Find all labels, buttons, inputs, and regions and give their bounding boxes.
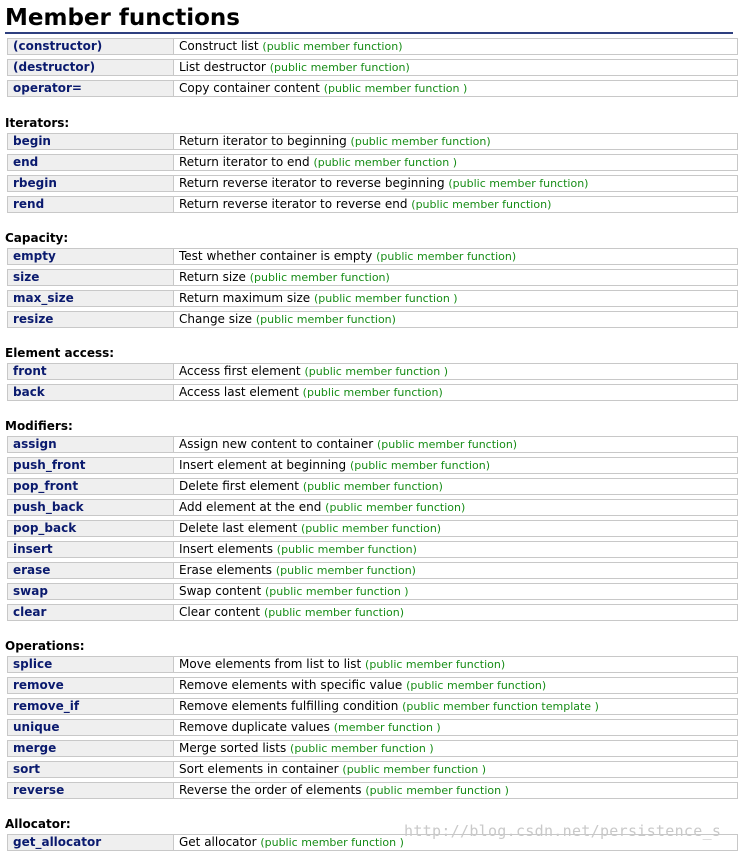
function-description (179, 437, 517, 452)
function-kind-label: (public member function ) (314, 292, 458, 305)
function-kind-label: (public member function) (262, 40, 403, 53)
function-row (7, 583, 738, 600)
function-row (7, 562, 738, 579)
function-description (179, 270, 390, 285)
function-description (179, 197, 551, 212)
section-heading: Modifiers: (5, 419, 73, 433)
function-description (179, 500, 465, 515)
function-description (179, 458, 490, 473)
function-description-text: Clear content (179, 605, 261, 619)
function-row (7, 133, 738, 150)
function-kind-label: (public member function ) (265, 585, 409, 598)
function-name-link[interactable]: push_front (8, 458, 174, 473)
function-row (7, 719, 738, 736)
function-row (7, 363, 738, 380)
function-description (179, 521, 441, 536)
function-kind-label: (public member function ) (313, 156, 458, 169)
function-name-link[interactable]: back (8, 385, 174, 400)
section-heading-label: Capacity (5, 231, 64, 245)
function-name-link[interactable]: operator= (8, 81, 174, 96)
function-name-link[interactable]: splice (8, 657, 174, 672)
function-description-text: List destructor (179, 60, 266, 74)
function-description-text: Sort elements in container (179, 762, 339, 776)
function-description-text: Copy container content (179, 81, 320, 95)
function-name-link[interactable]: size (8, 270, 174, 285)
function-kind-label: (public member function) (255, 313, 396, 326)
function-row (7, 80, 738, 97)
function-row (7, 541, 738, 558)
function-kind-label: (public member function) (302, 480, 443, 493)
function-row (7, 520, 738, 537)
function-kind-label: (public member function) (350, 135, 491, 148)
function-row (7, 248, 738, 265)
function-name-link[interactable]: pop_front (8, 479, 174, 494)
function-kind-label: (public member function ) (260, 836, 404, 849)
function-description (179, 605, 404, 620)
function-description (179, 678, 546, 693)
section-heading: Element access: (5, 346, 115, 360)
section-heading: Operations: (5, 639, 85, 653)
function-description-text: Access first element (179, 364, 301, 378)
function-description-text: Construct list (179, 39, 259, 53)
function-name-link[interactable]: get_allocator (8, 835, 174, 850)
function-name-link[interactable]: end (8, 155, 174, 170)
function-description (179, 60, 410, 75)
section-heading-label: Operations (5, 639, 80, 653)
function-description-text: Return reverse iterator to reverse beginning (179, 176, 445, 190)
function-row (7, 604, 738, 621)
function-kind-label: (public member function template ) (402, 700, 599, 713)
function-description (179, 312, 396, 327)
function-kind-label: (public member function) (249, 271, 390, 284)
function-name-link[interactable]: (destructor) (8, 60, 174, 75)
function-row (7, 457, 738, 474)
function-name-link[interactable]: (constructor) (8, 39, 174, 54)
function-kind-label: (public member function) (269, 61, 410, 74)
function-kind-label: (public member function) (365, 658, 506, 671)
function-name-link[interactable]: unique (8, 720, 174, 735)
function-name-link[interactable]: front (8, 364, 174, 379)
function-row (7, 698, 738, 715)
function-description-text: Add element at the end (179, 500, 322, 514)
function-kind-label: (public member function) (276, 543, 417, 556)
function-row (7, 290, 738, 307)
function-description-text: Access last element (179, 385, 299, 399)
function-description (179, 762, 486, 777)
function-kind-label: (public member function ) (365, 784, 509, 797)
function-description (179, 385, 443, 400)
function-name-link[interactable]: swap (8, 584, 174, 599)
function-name-link[interactable]: erase (8, 563, 174, 578)
function-row (7, 311, 738, 328)
function-description (179, 364, 448, 379)
function-name-link[interactable]: push_back (8, 500, 174, 515)
function-name-link[interactable]: merge (8, 741, 174, 756)
function-kind-label: (public member function ) (342, 763, 486, 776)
function-row (7, 436, 738, 453)
function-row (7, 384, 738, 401)
function-description (179, 584, 409, 599)
function-description (179, 563, 416, 578)
function-description (179, 81, 467, 96)
section-heading: Allocator: (5, 817, 71, 831)
section-heading-label: Iterators (5, 116, 65, 130)
function-description-text: Return iterator to end (179, 155, 310, 169)
function-name-link[interactable]: pop_back (8, 521, 174, 536)
function-kind-label: (public member function ) (304, 365, 449, 378)
function-description-text: Insert element at beginning (179, 458, 347, 472)
function-row (7, 761, 738, 778)
section-heading: Iterators: (5, 116, 70, 130)
function-description-text: Get allocator (179, 835, 257, 849)
function-description-text: Change size (179, 312, 253, 326)
function-description-text: Return iterator to beginning (179, 134, 347, 148)
function-name-link[interactable]: resize (8, 312, 174, 327)
section-heading-label: Allocator (5, 817, 66, 831)
function-description-text: Reverse the order of elements (179, 783, 362, 797)
function-description (179, 835, 404, 850)
function-kind-label: (public member function ) (323, 82, 468, 95)
function-name-link[interactable]: reverse (8, 783, 174, 798)
function-description (179, 249, 516, 264)
function-name-link[interactable]: remove_if (8, 699, 174, 714)
function-name-link[interactable]: clear (8, 605, 174, 620)
function-kind-label: (public member function) (325, 501, 466, 514)
function-kind-label: (public member function) (302, 386, 443, 399)
function-description-text: Return size (179, 270, 246, 284)
function-row (7, 782, 738, 799)
function-name-link[interactable]: rbegin (8, 176, 174, 191)
function-row (7, 478, 738, 495)
function-description-text: Assign new content to container (179, 437, 374, 451)
function-kind-label: (public member function) (448, 177, 589, 190)
function-kind-label: (public member function) (349, 459, 491, 472)
function-kind-label: (member function ) (333, 721, 441, 734)
function-row (7, 656, 738, 673)
function-description (179, 479, 443, 494)
function-description (179, 176, 588, 191)
function-row (7, 38, 738, 55)
function-name-link[interactable]: remove (8, 678, 174, 693)
function-name-link[interactable]: max_size (8, 291, 174, 306)
function-description (179, 134, 491, 149)
function-kind-label: (public member function) (406, 679, 547, 692)
section-heading-label: Element access (5, 346, 110, 360)
function-kind-label: (public member function) (376, 250, 517, 263)
function-row (7, 677, 738, 694)
function-description-text: Remove duplicate values (179, 720, 330, 734)
function-row (7, 175, 738, 192)
function-kind-label: (public member function) (411, 198, 552, 211)
function-kind-label: (public member function) (263, 606, 405, 619)
function-name-link[interactable]: assign (8, 437, 174, 452)
watermark-text: http://blog.csdn.net/persistence_s (404, 822, 722, 840)
function-description-text: Delete last element (179, 521, 298, 535)
function-description-text: Swap content (179, 584, 262, 598)
function-row (7, 196, 738, 213)
function-name-link[interactable]: sort (8, 762, 174, 777)
function-description-text: Move elements from list to list (179, 657, 362, 671)
function-description-text: Erase elements (179, 563, 273, 577)
page-title: Member functions (5, 2, 733, 34)
function-row (7, 740, 738, 757)
function-kind-label: (public member function) (275, 564, 416, 577)
function-description (179, 741, 434, 756)
section-heading-label: Modifiers (5, 419, 68, 433)
function-kind-label: (public member function) (301, 522, 442, 535)
function-name-link[interactable]: empty (8, 249, 174, 264)
function-description (179, 291, 458, 306)
function-description (179, 542, 417, 557)
function-description-text: Remove elements with specific value (179, 678, 403, 692)
function-description-text: Insert elements (179, 542, 273, 556)
function-description-text: Return reverse iterator to reverse end (179, 197, 408, 211)
function-description-text: Remove elements fulfilling condition (179, 699, 399, 713)
function-name-link[interactable]: begin (8, 134, 174, 149)
function-description-text: Delete first element (179, 479, 299, 493)
function-description-text: Merge sorted lists (179, 741, 287, 755)
function-name-link[interactable]: insert (8, 542, 174, 557)
function-description (179, 657, 505, 672)
section-heading: Capacity: (5, 231, 69, 245)
function-description (179, 39, 402, 54)
function-description (179, 783, 509, 798)
function-description-text: Return maximum size (179, 291, 311, 305)
function-kind-label: (public member function ) (290, 742, 434, 755)
function-description (179, 699, 599, 714)
function-name-link[interactable]: rend (8, 197, 174, 212)
function-row (7, 269, 738, 286)
function-description (179, 720, 441, 735)
function-row (7, 154, 738, 171)
function-description-text: Test whether container is empty (179, 249, 373, 263)
function-kind-label: (public member function) (377, 438, 518, 451)
function-description (179, 155, 457, 170)
function-row (7, 59, 738, 76)
function-row (7, 499, 738, 516)
